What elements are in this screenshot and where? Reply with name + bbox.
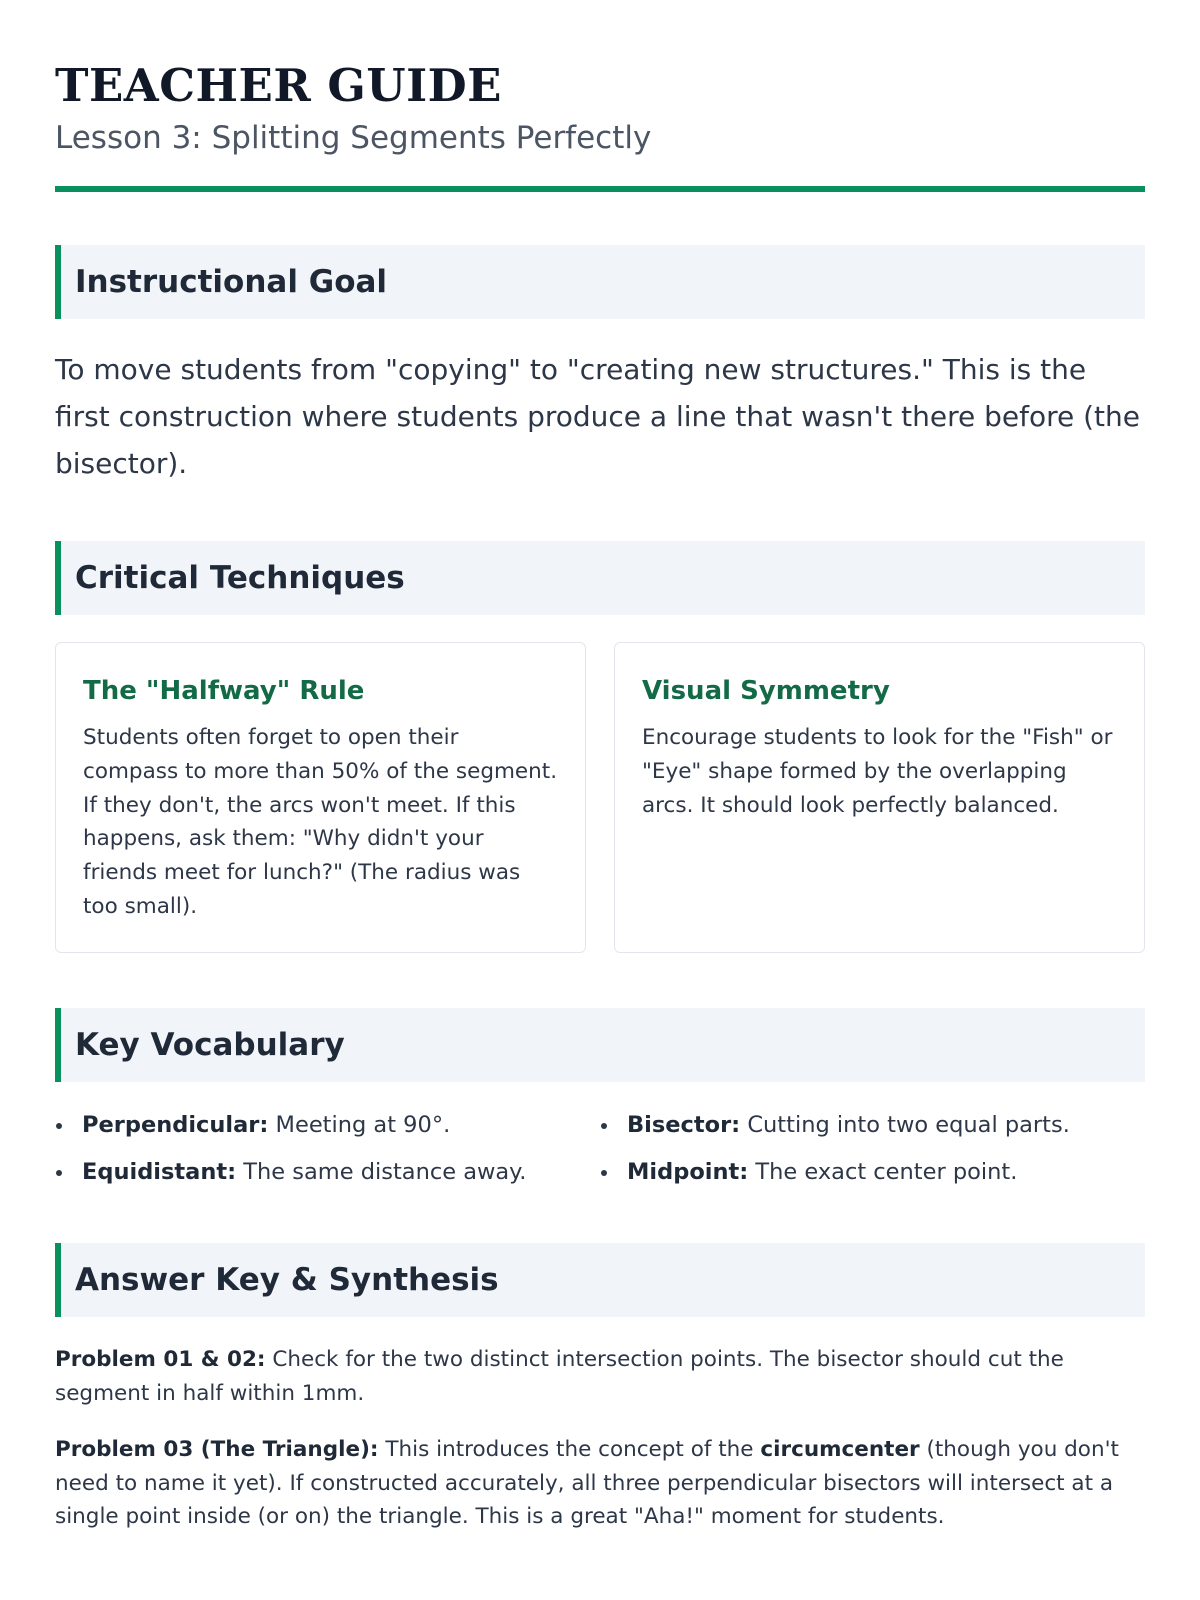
instructional-goal-text: To move students from "copying" to "creating new structures." This is the first construction where students produce a line that wasn't there before (the bisector).: [55, 353, 1140, 480]
vocabulary-item: [55, 1108, 600, 1143]
technique-card-title: Visual Symmetry: [642, 676, 890, 706]
vocabulary-item: [600, 1108, 1145, 1143]
section-heading-instructional-goal: [55, 245, 1145, 319]
page-subtitle: Lesson 3: Splitting Segments Perfectly: [55, 120, 652, 156]
technique-card-visual-symmetry: [614, 642, 1145, 953]
answer-text: This introduces the concept of the: [378, 1437, 761, 1462]
header-divider: [55, 186, 1145, 192]
technique-card-halfway-rule: [55, 642, 586, 953]
answer-label: Problem 03 (The Triangle):: [55, 1437, 379, 1462]
technique-card-title: The "Halfway" Rule: [83, 676, 365, 706]
section-heading-answer-key: [55, 1243, 1145, 1317]
section-heading-label: Answer Key & Synthesis: [75, 1262, 499, 1298]
answer-label: Problem 01 & 02:: [55, 1347, 266, 1372]
vocabulary-term: Bisector:: [627, 1112, 741, 1138]
vocabulary-term: Perpendicular:: [82, 1112, 269, 1138]
vocabulary-term: Equidistant:: [82, 1159, 237, 1185]
vocabulary-definition: The same distance away.: [236, 1159, 527, 1185]
technique-card-body: Encourage students to look for the "Fish" or "Eye" shape formed by the overlapping arcs. It should look perfectly balanced.: [642, 725, 1113, 818]
answer-problem-3: [55, 1433, 1145, 1534]
answer-text: (though you don't need to name it yet). If constructed accurately, all three perpendicular bisectors will intersect at a single point inside (or on) the triangle. This is a great "Aha!" moment for students.: [55, 1437, 1119, 1529]
technique-card-body: Students often forget to open their compass to more than 50% of the segment. If they don't, the arcs won't meet. If this happens, ask them: "Why didn't your friends meet for lunch?" (The radius was too small).: [83, 725, 558, 919]
section-heading-label: Key Vocabulary: [75, 1027, 345, 1063]
technique-cards: [55, 642, 1145, 953]
answer-emphasis-term: circumcenter: [760, 1437, 920, 1462]
section-heading-label: Instructional Goal: [75, 264, 388, 300]
section-heading-key-vocabulary: [55, 1008, 1145, 1082]
page-title: TEACHER GUIDE: [55, 59, 502, 112]
section-heading-critical-techniques: [55, 541, 1145, 615]
answer-text: Check for the two distinct intersection points. The bisector should cut the segment in half within 1mm.: [55, 1347, 1064, 1406]
vocabulary-definition: Meeting at 90°.: [268, 1112, 451, 1138]
vocabulary-item: [600, 1155, 1145, 1190]
vocabulary-term: Midpoint:: [627, 1159, 749, 1185]
vocabulary-definition: The exact center point.: [748, 1159, 1018, 1185]
answer-problem-1-2: [55, 1343, 1145, 1410]
vocabulary-list: [55, 1108, 1145, 1190]
vocabulary-item: [55, 1155, 600, 1190]
section-heading-label: Critical Techniques: [75, 560, 405, 596]
vocabulary-definition: Cutting into two equal parts.: [740, 1112, 1070, 1138]
